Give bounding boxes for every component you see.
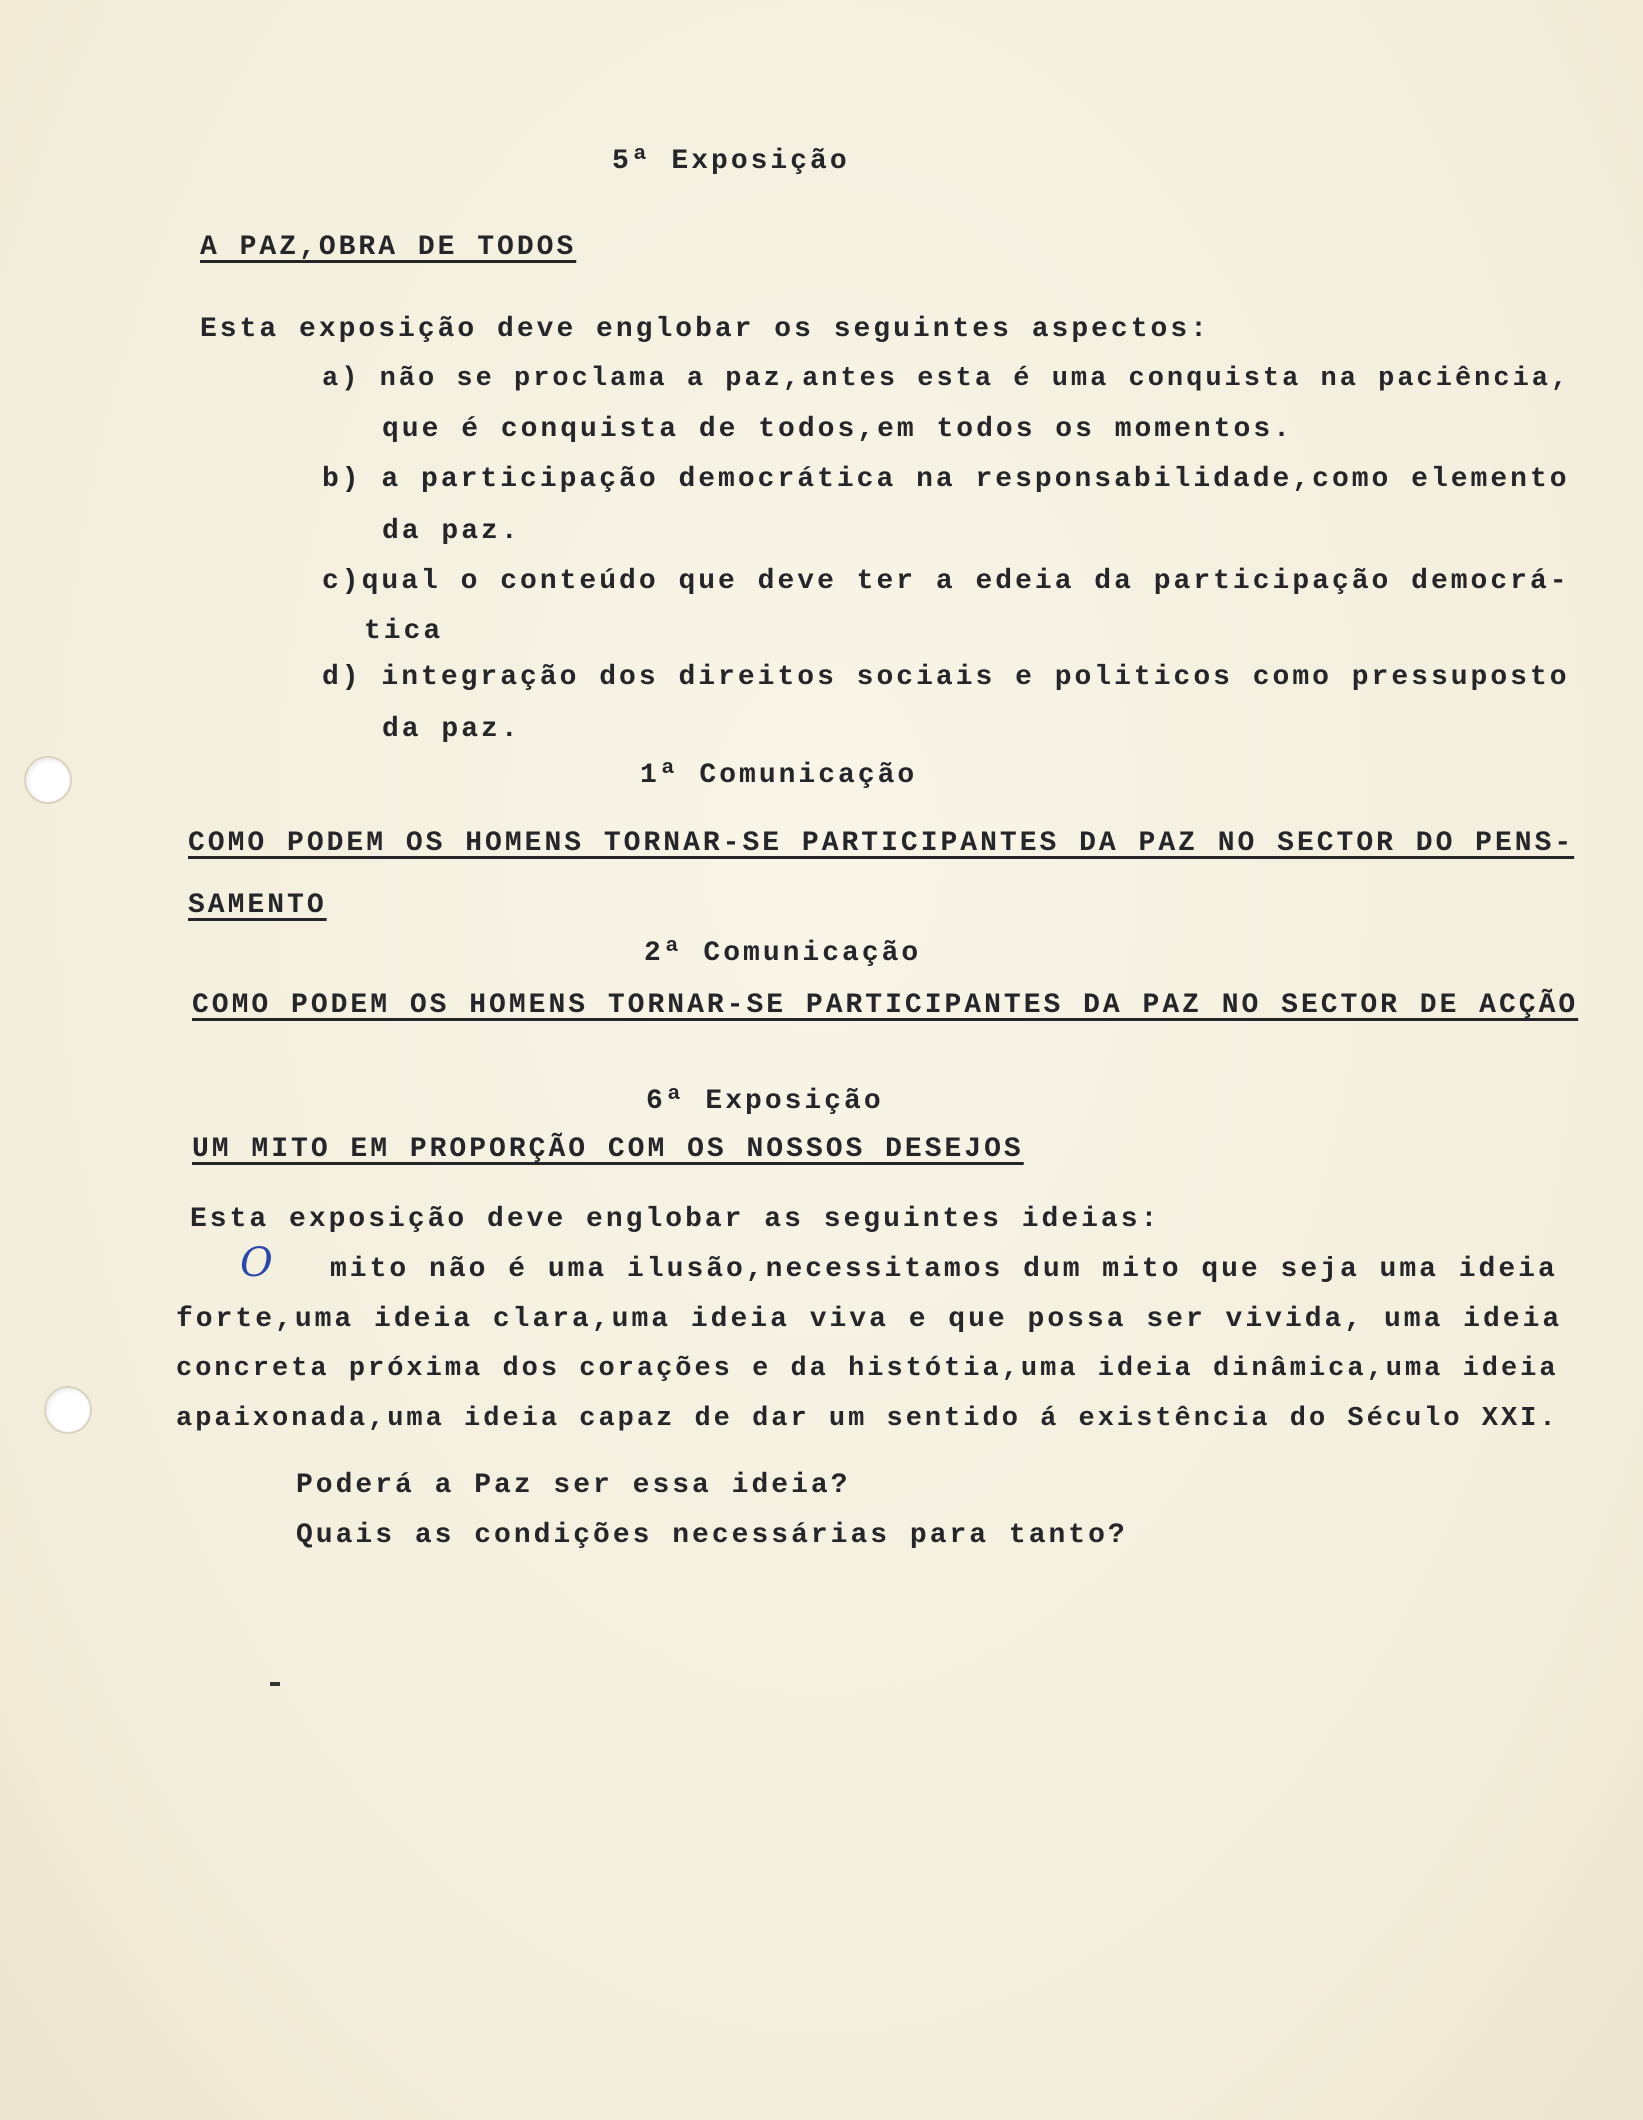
handwritten-note: O (240, 1240, 273, 1286)
communication-1-title: COMO PODEM OS HOMENS TORNAR-SE PARTICIPANTES DA PAZ NO SECTOR DO PENS- (188, 828, 1575, 859)
exposition-5-intro: Esta exposição deve englobar os seguintes aspectos: (200, 314, 1210, 345)
communication-1-title-cont: SAMENTO (188, 890, 327, 921)
list-item-a: a) não se proclama a paz,antes esta é uma conquista na paciência, (322, 364, 1571, 394)
list-item-c-cont: tica (364, 616, 444, 647)
list-item-b-cont: da paz. (382, 516, 521, 547)
question-2: Quais as condições necessárias para tanto? (296, 1520, 1128, 1551)
body-line-1: mito não é uma ilusão,necessitamos dum mito que seja uma ideia (330, 1254, 1558, 1285)
body-line-3: concreta próxima dos corações e da histótia,uma ideia dinâmica,uma ideia (176, 1354, 1559, 1384)
punch-hole-bottom (44, 1386, 92, 1434)
communication-2-title: COMO PODEM OS HOMENS TORNAR-SE PARTICIPANTES DA PAZ NO SECTOR DE ACÇÃO (192, 990, 1579, 1021)
stray-mark (270, 1682, 280, 1686)
body-line-4: apaixonada,uma ideia capaz de dar um sentido á existência do Século XXI. (176, 1404, 1559, 1434)
exposition-5-title: A PAZ,OBRA DE TODOS (200, 232, 577, 263)
list-item-d: d) integração dos direitos sociais e politicos como pressuposto (322, 662, 1570, 693)
list-item-c: c)qual o conteúdo que deve ter a edeia da participação democrá- (322, 566, 1570, 597)
exposition-5-heading: 5ª Exposição (612, 146, 850, 177)
communication-1-heading: 1ª Comunicação (640, 760, 918, 791)
list-item-b: b) a participação democrática na responsabilidade,como elemento (322, 464, 1570, 495)
communication-2-heading: 2ª Comunicação (644, 938, 922, 969)
punch-hole-top (24, 756, 72, 804)
exposition-6-intro: Esta exposição deve englobar as seguintes ideias: (190, 1204, 1161, 1235)
body-line-2: forte,uma ideia clara,uma ideia viva e que possa ser vivida, uma ideia (176, 1304, 1563, 1335)
list-item-d-cont: da paz. (382, 714, 521, 745)
exposition-6-title: UM MITO EM PROPORÇÃO COM OS NOSSOS DESEJOS (192, 1134, 1024, 1165)
exposition-6-heading: 6ª Exposição (646, 1086, 884, 1117)
list-item-a-cont: que é conquista de todos,em todos os momentos. (382, 414, 1293, 445)
question-1: Poderá a Paz ser essa ideia? (296, 1470, 851, 1501)
